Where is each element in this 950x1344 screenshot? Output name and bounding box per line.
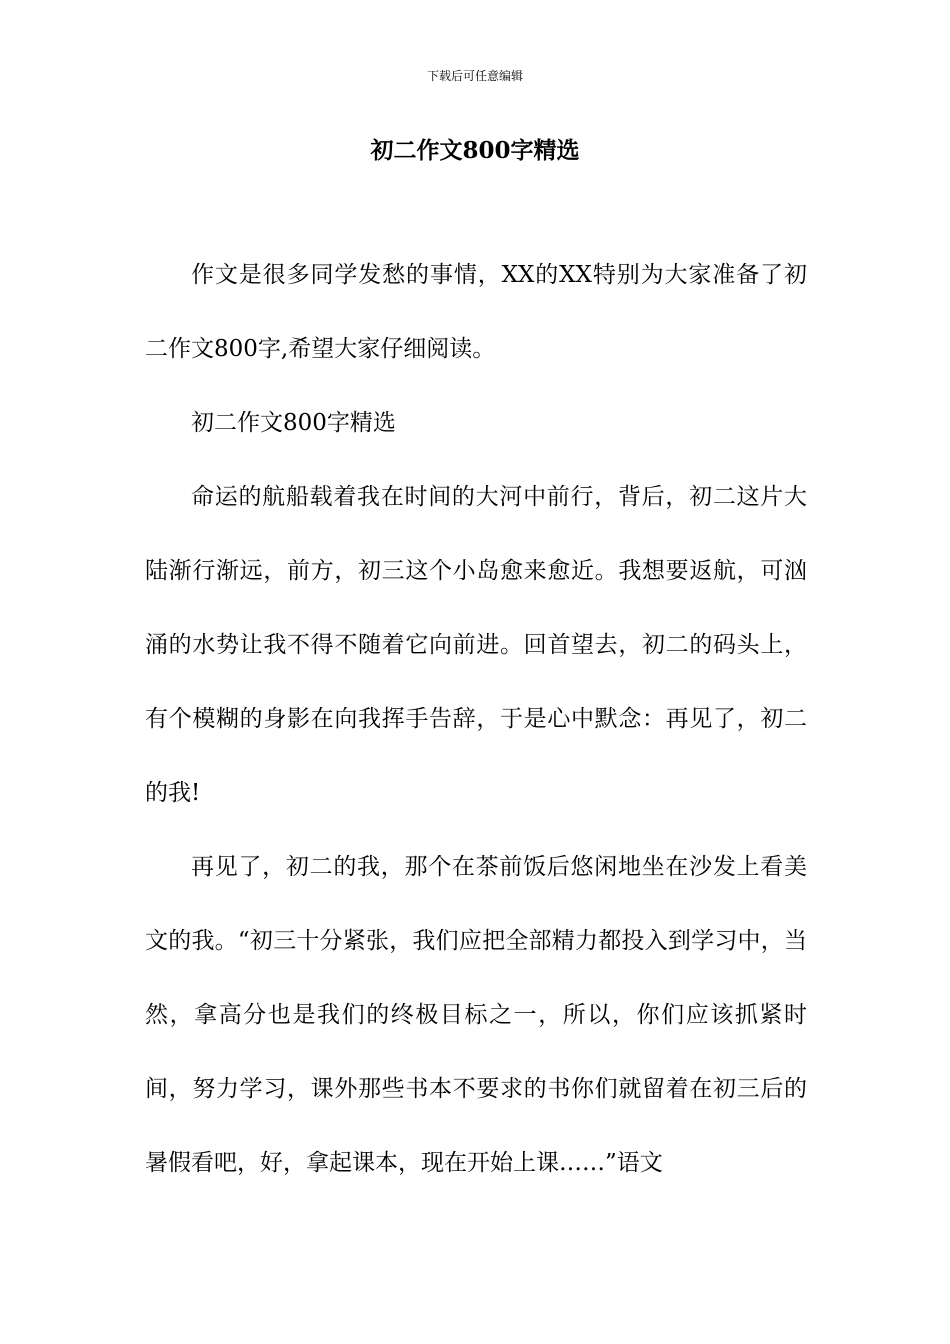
header-note: 下载后可任意编辑 <box>426 69 523 83</box>
document-body <box>145 238 807 1200</box>
paragraph-farewell: 再见了，初二的我，那个在茶前饭后悠闲地坐在沙发上看美文的我。“初三十分紧张，我们应把全部精力都投入到学习中，当然，拿高分也是我们的终极目标之一，所以，你们应该抓紧时间，努力学习，课外那些书本不要求的书你们就留着在初三后的暑假看吧，好，拿起课本，现在开始上课……”语文 <box>145 854 807 1176</box>
paragraph-subtitle: 初二作文800字精选 <box>191 410 396 436</box>
paragraph-voyage: 命运的航船载着我在时间的大河中前行，背后，初二这片大陆渐行渐远，前方，初三这个小岛愈来愈近。我想要返航，可汹涌的水势让我不得不随着它向前进。回首望去，初二的码头上，有个模糊的身影在向我挥手告辞，于是心中默念：再见了，初二的我! <box>145 484 807 806</box>
document-title: 初二作文800字精选 <box>370 137 580 164</box>
paragraph-intro: 作文是很多同学发愁的事情，XX的XX特别为大家准备了初二作文800字,希望大家仔细阅读。 <box>145 262 807 362</box>
